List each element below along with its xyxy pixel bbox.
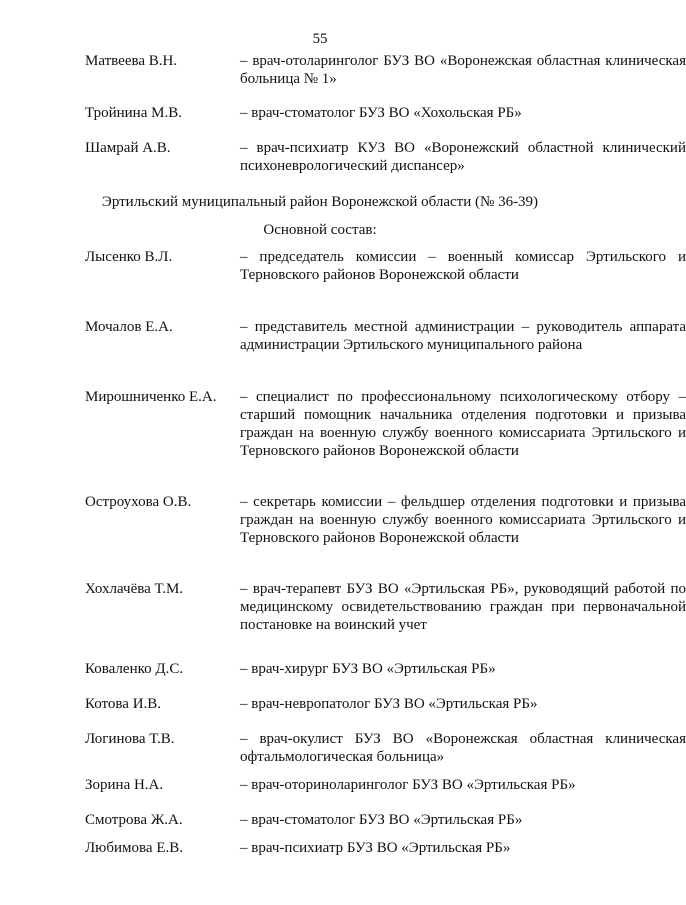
member-role: – врач-психиатр БУЗ ВО «Эртильская РБ»	[240, 840, 511, 856]
member-name: Хохлачёва Т.М.	[85, 581, 184, 597]
member-role: – врач-невропатолог БУЗ ВО «Эртильская РБ»	[240, 696, 538, 712]
member-role: – врач-психиатр КУЗ ВО «Воронежский областной клинический психоневрологический диспансер»	[240, 140, 686, 174]
member-name: Коваленко Д.С.	[85, 661, 184, 677]
district-heading: Эртильский муниципальный район Воронежской области (№ 36-39)	[101, 194, 539, 210]
member-role: – председатель комиссии – военный комиссар Эртильского и Терновского районов Воронежской области	[240, 249, 686, 283]
member-name: Шамрай А.В.	[85, 140, 171, 156]
member-role: – специалист по профессиональному психологическому отбору – старший помощник начальника отделения подготовки и призыва граждан на военную службу военного комиссариата Эртильского и Терновского районов Воронежской области	[240, 389, 686, 459]
member-name: Котова И.В.	[85, 696, 162, 712]
member-role: – врач-стоматолог БУЗ ВО «Хохольская РБ»	[240, 105, 522, 121]
page-number: 55	[312, 31, 328, 47]
member-role: – врач-отоларинголог БУЗ ВО «Воронежская областная клиническая больница № 1»	[240, 53, 686, 87]
member-name: Любимова Е.В.	[85, 840, 183, 856]
member-role: – врач-оториноларинголог БУЗ ВО «Эртильская РБ»	[240, 777, 576, 793]
member-name: Остроухова О.В.	[85, 494, 192, 510]
member-name: Матвеева В.Н.	[85, 53, 178, 69]
member-role: – врач-стоматолог БУЗ ВО «Эртильская РБ»	[240, 812, 523, 828]
member-name: Зорина Н.А.	[85, 777, 164, 793]
member-name: Тройнина М.В.	[85, 105, 182, 121]
member-role: – секретарь комиссии – фельдшер отделения подготовки и призыва граждан на военную службу военного комиссариата Эртильского и Терновского районов Воронежской области	[240, 494, 686, 546]
member-name: Смотрова Ж.А.	[85, 812, 183, 828]
member-name: Логинова Т.В.	[85, 731, 175, 747]
member-role: – врач-окулист БУЗ ВО «Воронежская областная клиническая офтальмологическая больница»	[240, 731, 686, 765]
member-role: – врач-терапевт БУЗ ВО «Эртильская РБ», руководящий работой по медицинскому освидетельствованию граждан при первоначальной постановке на воинский учет	[240, 581, 686, 633]
composition-heading: Основной состав:	[263, 222, 377, 238]
member-name: Мочалов Е.А.	[85, 319, 173, 335]
member-role: – врач-хирург БУЗ ВО «Эртильская РБ»	[240, 661, 496, 677]
member-name: Лысенко В.Л.	[85, 249, 173, 265]
member-name: Мирошниченко Е.А.	[85, 389, 217, 405]
member-role: – представитель местной администрации – руководитель аппарата администрации Эртильского муниципального района	[240, 319, 686, 353]
